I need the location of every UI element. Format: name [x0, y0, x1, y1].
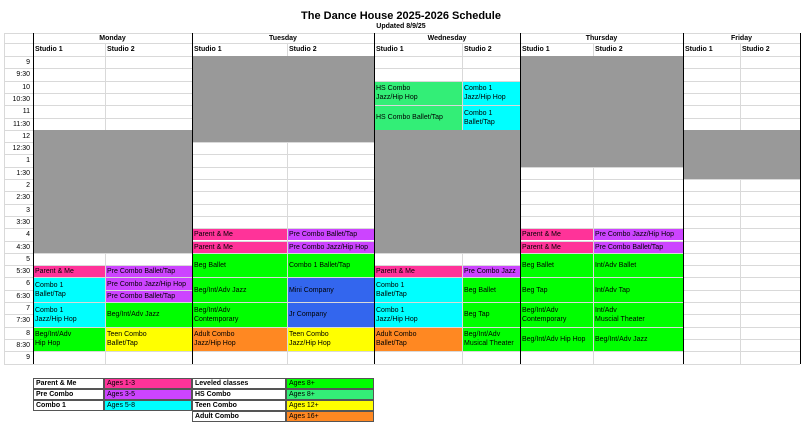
- class-block-text: Beg Ballet: [194, 262, 226, 270]
- class-block-text: HS Combo: [376, 85, 411, 93]
- class-block-text: Combo 1: [464, 85, 493, 93]
- class-block[interactable]: [594, 229, 683, 240]
- class-block[interactable]: [288, 254, 374, 278]
- grid-line: [4, 351, 800, 352]
- closed-block: [521, 56, 683, 167]
- time-label: 1:30: [16, 169, 30, 177]
- class-block-text: Ballet/Tap: [35, 291, 66, 299]
- class-block-text: Parent & Me: [376, 268, 415, 276]
- day-header: Monday: [99, 35, 126, 42]
- class-block-text: Adult Combo: [376, 331, 417, 339]
- studio-header: Studio 2: [742, 46, 770, 53]
- time-label: 9: [26, 354, 30, 362]
- class-block-text: Teen Combo: [107, 331, 147, 339]
- legend-name: Leveled classes: [192, 378, 286, 389]
- class-block[interactable]: [463, 278, 520, 302]
- class-block[interactable]: [106, 266, 192, 277]
- class-block[interactable]: [521, 303, 593, 327]
- class-block[interactable]: [375, 328, 462, 352]
- class-block[interactable]: [521, 328, 593, 352]
- class-block[interactable]: [193, 242, 287, 253]
- time-label: 8: [26, 329, 30, 337]
- class-block[interactable]: [288, 303, 374, 327]
- class-block[interactable]: [521, 229, 593, 240]
- legend-ages: Ages 5-8: [104, 400, 192, 411]
- day-header: Thursday: [585, 35, 618, 42]
- class-block[interactable]: [34, 266, 105, 277]
- time-label: 4: [26, 231, 30, 239]
- day-header: Friday: [730, 35, 752, 42]
- class-block[interactable]: [288, 328, 374, 352]
- class-block[interactable]: [106, 278, 192, 289]
- class-block[interactable]: [375, 266, 462, 277]
- time-label: 11:30: [13, 120, 30, 128]
- class-block-text: Parent & Me: [522, 231, 561, 239]
- legend-name: Combo 1: [33, 400, 104, 411]
- legend-ages: Ages 8+: [286, 389, 374, 400]
- day-divider: [683, 33, 684, 364]
- class-block[interactable]: [594, 303, 683, 327]
- time-label: 10: [22, 83, 30, 91]
- time-label: 3: [26, 206, 30, 214]
- class-block[interactable]: [594, 242, 683, 253]
- class-block[interactable]: [375, 82, 462, 106]
- class-block-text: Int/Adv: [595, 306, 617, 314]
- class-block-text: Int/Adv Tap: [595, 286, 630, 294]
- legend-row: [192, 378, 374, 389]
- legend-name: Teen Combo: [192, 400, 286, 411]
- class-block[interactable]: [463, 82, 520, 106]
- class-block-text: Ballet/Tap: [107, 340, 138, 348]
- legend-name: Adult Combo: [192, 411, 286, 422]
- class-block-text: Combo 1: [464, 109, 493, 117]
- class-block[interactable]: [288, 229, 374, 240]
- time-label: 4:30: [16, 243, 30, 251]
- class-block-text: Parent & Me: [194, 243, 233, 251]
- legend-ages: Ages 1-3: [104, 378, 192, 389]
- class-block[interactable]: [463, 328, 520, 352]
- class-block[interactable]: [34, 303, 105, 327]
- class-block[interactable]: [463, 106, 520, 130]
- class-block-text: Contemporary: [194, 315, 239, 323]
- legend-row: [192, 411, 374, 422]
- class-block-text: Teen Combo: [289, 331, 329, 339]
- class-block-text: Musical Theater: [464, 340, 514, 348]
- class-block-text: Parent & Me: [35, 268, 74, 276]
- class-block[interactable]: [375, 303, 462, 327]
- class-block-text: Beg/Int/Adv Jazz: [194, 286, 247, 294]
- class-block[interactable]: [594, 328, 683, 352]
- schedule-title: The Dance House 2025-2026 Schedule: [301, 10, 501, 22]
- class-block-text: Combo 1: [376, 306, 405, 314]
- class-block-text: Jazz/Hip Hop: [194, 340, 236, 348]
- time-label: 1: [26, 157, 30, 165]
- time-label: 9:30: [16, 71, 30, 79]
- class-block-text: Pre Combo Jazz: [464, 268, 516, 276]
- day-header: Wednesday: [427, 35, 467, 42]
- class-block[interactable]: [375, 278, 462, 302]
- grid-line: [740, 43, 741, 364]
- legend-row: [33, 400, 192, 411]
- time-label: 6:30: [16, 292, 30, 300]
- class-block-text: Jazz/Hip Hop: [376, 94, 418, 102]
- class-block[interactable]: [106, 303, 192, 327]
- class-block-text: Parent & Me: [522, 243, 561, 251]
- class-block-text: Ballet/Tap: [376, 291, 407, 299]
- day-divider: [800, 33, 801, 364]
- class-block[interactable]: [594, 278, 683, 302]
- grid-line: [4, 364, 800, 365]
- class-block[interactable]: [521, 242, 593, 253]
- class-block-text: Beg Ballet: [522, 262, 554, 270]
- time-label: 2: [26, 182, 30, 189]
- legend-name: Parent & Me: [33, 378, 104, 389]
- class-block-text: Beg/Int/Adv: [194, 306, 231, 314]
- legend-ages: Ages 8+: [286, 378, 374, 389]
- class-block-text: Combo 1: [376, 282, 405, 290]
- time-label: 10:30: [12, 95, 30, 103]
- class-block-text: Jazz/Hip Hop: [289, 340, 331, 348]
- time-label: 3:30: [16, 218, 30, 226]
- day-header: Tuesday: [269, 35, 297, 42]
- class-block[interactable]: [463, 266, 520, 277]
- class-block[interactable]: [34, 328, 105, 352]
- class-block[interactable]: [521, 278, 593, 302]
- time-label: 12:30: [12, 145, 30, 153]
- class-block-text: Muscial Theater: [595, 315, 645, 323]
- class-block-text: Jazz/Hip Hop: [464, 94, 506, 102]
- class-block-text: Beg/Int/Adv Jazz: [595, 335, 648, 343]
- class-block-text: Combo 1: [35, 306, 64, 314]
- class-block-text: Combo 1: [35, 282, 64, 290]
- class-block-text: Pre Combo Ballet/Tap: [595, 243, 664, 251]
- class-block[interactable]: [193, 328, 287, 352]
- class-block[interactable]: [288, 242, 374, 253]
- class-block-text: Pre Combo Jazz/Hip Hop: [595, 231, 674, 239]
- studio-header: Studio 2: [595, 46, 623, 53]
- class-block-text: Beg Ballet: [464, 286, 496, 294]
- class-block[interactable]: [193, 278, 287, 302]
- class-block-text: Beg/Int/Adv Hip Hop: [522, 335, 586, 343]
- time-label: 12: [22, 132, 30, 140]
- time-label: 5: [26, 255, 30, 263]
- class-block-text: Ballet/Tap: [464, 118, 495, 126]
- class-block-text: Mini Company: [289, 286, 334, 294]
- legend-name: HS Combo: [192, 389, 286, 400]
- class-block-text: Beg Tap: [464, 311, 490, 319]
- time-label: 6: [26, 280, 30, 288]
- class-block-text: Jr Company: [289, 311, 327, 319]
- class-block-text: Pre Combo Jazz/Hip Hop: [289, 243, 368, 251]
- class-block-text: Beg/Int/Adv: [35, 331, 72, 339]
- time-label: 2:30: [16, 194, 30, 202]
- closed-block: [193, 56, 374, 142]
- legend-row: [33, 389, 192, 400]
- class-block-text: Int/Adv Ballet: [595, 262, 637, 270]
- closed-block: [684, 130, 800, 179]
- closed-block: [375, 130, 520, 253]
- legend-ages: Ages 3-5: [104, 389, 192, 400]
- class-block[interactable]: [288, 278, 374, 302]
- class-block-text: Beg/Int/Adv: [464, 331, 501, 339]
- class-block-text: HS Combo Ballet/Tap: [376, 114, 443, 122]
- legend-ages: Ages 16+: [286, 411, 374, 422]
- class-block[interactable]: [594, 254, 683, 278]
- class-block[interactable]: [106, 291, 192, 302]
- class-block[interactable]: [463, 303, 520, 327]
- time-label: 7:30: [16, 317, 30, 325]
- class-block-text: Contemporary: [522, 315, 567, 323]
- class-block-text: Beg/Int/Adv: [522, 306, 559, 314]
- schedule-subtitle: Updated 8/9/25: [376, 23, 426, 30]
- studio-header: Studio 1: [376, 46, 404, 53]
- class-block-text: Pre Combo Ballet/Tap: [289, 231, 358, 239]
- studio-header: Studio 1: [194, 46, 222, 53]
- class-block-text: Pre Combo Jazz/Hip Hop: [107, 280, 186, 288]
- class-block-text: Jazz/Hip Hop: [35, 315, 77, 323]
- legend-ages: Ages 12+: [286, 400, 374, 411]
- class-block[interactable]: [34, 278, 105, 302]
- class-block-text: Pre Combo Ballet/Tap: [107, 268, 176, 276]
- class-block-text: Beg/Int/Adv Jazz: [107, 311, 160, 319]
- studio-header: Studio 1: [35, 46, 63, 53]
- class-block-text: Adult Combo: [194, 331, 235, 339]
- class-block[interactable]: [193, 303, 287, 327]
- studio-header: Studio 2: [107, 46, 135, 53]
- class-block-text: Pre Combo Ballet/Tap: [107, 292, 176, 300]
- class-block[interactable]: [193, 229, 287, 240]
- legend-name: Pre Combo: [33, 389, 104, 400]
- class-block[interactable]: [521, 254, 593, 278]
- time-label: 7: [26, 305, 30, 312]
- class-block-text: Beg Tap: [522, 286, 548, 294]
- class-block[interactable]: [375, 106, 462, 130]
- time-label: 9: [26, 59, 30, 66]
- time-label: 11: [22, 108, 30, 116]
- time-label: 8:30: [16, 341, 30, 349]
- legend-row: [192, 389, 374, 400]
- class-block-text: Jazz/Hip Hop: [376, 315, 418, 323]
- class-block[interactable]: [106, 328, 192, 352]
- studio-header: Studio 1: [685, 46, 713, 53]
- studio-header: Studio 2: [464, 46, 492, 53]
- time-label: 5:30: [16, 268, 30, 276]
- legend-row: [192, 400, 374, 411]
- class-block-text: Hip Hop: [35, 340, 61, 348]
- class-block-text: Ballet/Tap: [376, 340, 407, 348]
- studio-header: Studio 2: [289, 46, 317, 53]
- class-block[interactable]: [193, 254, 287, 278]
- legend-row: [33, 378, 192, 389]
- class-block-text: Parent & Me: [194, 231, 233, 239]
- studio-header: Studio 1: [522, 46, 550, 53]
- class-block-text: Combo 1 Ballet/Tap: [289, 262, 351, 270]
- closed-block: [34, 130, 192, 253]
